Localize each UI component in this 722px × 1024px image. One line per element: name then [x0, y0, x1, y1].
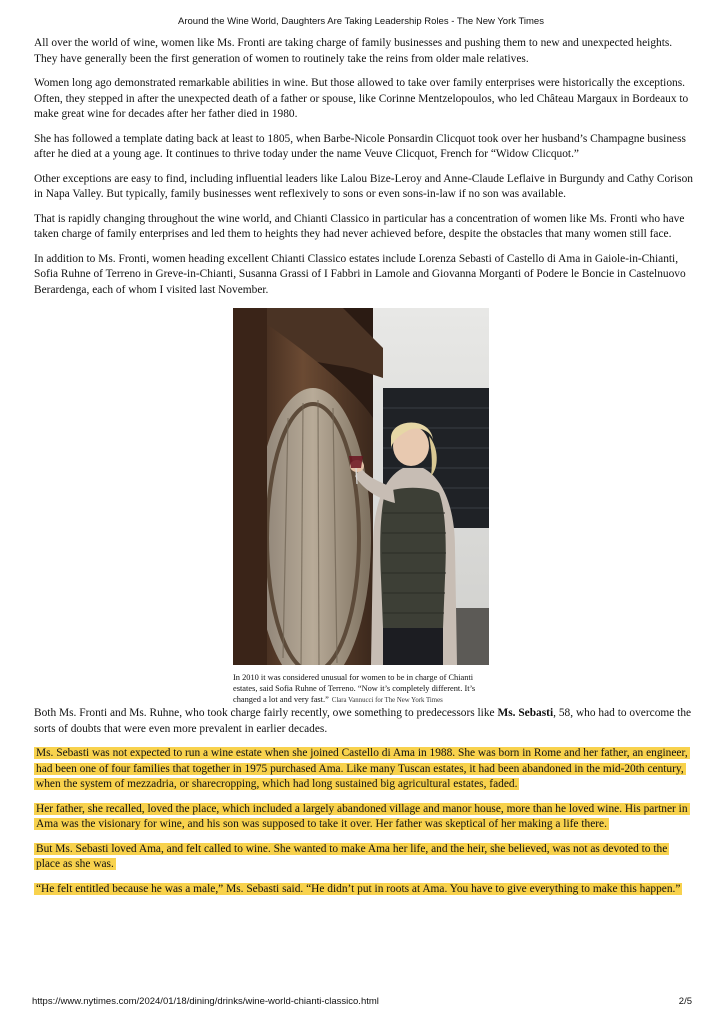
paragraph: Women long ago demonstrated remarkable abilities in wine. But those allowed to take over family enterprises were historically the exceptions. Often, they stepped in after the unexpected death of a father or spouse, like Corinne Mentzelopoulos, who led Château Margaux in Bordeaux to make great wine for decades after her father died in 1980.: [34, 77, 689, 120]
photo-credit: Clara Vannucci for The New York Times: [331, 697, 443, 704]
footer-url[interactable]: https://www.nytimes.com/2024/01/18/dining/drinks/wine-world-chianti-classico.html: [32, 996, 379, 1007]
paragraph: In addition to Ms. Fronti, women heading excellent Chianti Classico estates include Lorenza Sebasti of Castello di Ama in Gaiole-in-Chianti, Sofia Ruhne of Terreno in Greve-in-Chianti, Susanna Grassi of I Fabbri in Lamole and Giovanna Morganti of Podere le Boncie in Castelnuovo Berardenga, each of whom I visited last November.: [34, 252, 686, 296]
paragraph: That is rapidly changing throughout the wine world, and Chianti Classico in particular has a concentration of women like Ms. Fronti who have taken charge of family enterprises and led them to heights they had never achieved before, despite the obstacles that many women still face.: [34, 212, 685, 240]
highlight-text: “He felt entitled because he was a male,” Ms. Sebasti said. “He didn’t put in roots at Ama. You have to give everything to make this happen.”: [36, 882, 681, 895]
highlighted-paragraph: [34, 746, 694, 793]
highlight-text: Ms. Sebasti was not expected to run a wine estate when she joined Castello di Ama in 1988. She was born in Rome and her father, an engineer, had been one of four families that together in 1975 purchased Ama. Like many Tuscan estates, it had been abandoned in the mid-20th century, when the system of mezzadria, or sharecropping, which had long sustained big agricultural estates, faded.: [36, 747, 688, 790]
paragraph-text-before: Both Ms. Fronti and Ms. Ruhne, who took charge fairly recently, owe something to predecessors like: [34, 707, 498, 719]
page-number: 2/5: [678, 996, 692, 1007]
paragraph: Other exceptions are easy to find, including influential leaders like Lalou Bize-Leroy and Anne-Claude Leflaive in Burgundy and Cathy Corison in Napa Valley. But typically, family businesses went reflexively to sons or even sons-in-law if no son was available.: [34, 172, 693, 200]
paragraph: She has followed a template dating back at least to 1805, when Barbe-Nicole Ponsardin Clicquot took over her husband’s Champagne business after he died at a young age. It continues to thrive today under the name Veuve Clicquot, French for “Widow Clicquot.”: [34, 132, 686, 160]
print-header-title: Around the Wine World, Daughters Are Taking Leadership Roles - The New York Times: [178, 16, 544, 27]
caption-text: In 2010 it was considered unusual for women to be in charge of Chianti estates, said Sofia Ruhne of Terreno. “Now it’s completely different. It’s changed a lot and very fast.”: [233, 673, 476, 704]
person-link-sebasti[interactable]: Ms. Sebasti: [497, 707, 554, 719]
figure-caption: [233, 672, 489, 706]
article-body: [34, 36, 694, 906]
paragraph: All over the world of wine, women like Ms. Fronti are taking charge of family businesses and pushing them to new and unexpected heights. They have generally been the first generation of women to routinely take the reins from older male relatives.: [34, 37, 673, 65]
highlighted-paragraph: [34, 882, 694, 898]
highlight-text: But Ms. Sebasti loved Ama, and felt called to wine. She wanted to make Ama her life, and the heir, she believed, was not as devoted to the place as she was.: [36, 842, 668, 870]
highlighted-paragraph: [34, 802, 694, 833]
article-figure: [233, 308, 489, 706]
highlighted-paragraph: [34, 842, 694, 873]
print-footer: [32, 996, 692, 1007]
highlight-text: Her father, she recalled, loved the place, which included a largely abandoned village and manor house, more than he loved wine. His partner in Ama was the visionary for wine, and his son was supposed to take it over. Her father was skeptical of her making a life there.: [36, 802, 688, 830]
paragraph: [34, 706, 694, 737]
paragraph-text-after: , 58, who had to overcome the sorts of doubts that were even more prevalent in earlier decades.: [34, 707, 692, 735]
photo-winemaker-tasting: [233, 308, 489, 665]
